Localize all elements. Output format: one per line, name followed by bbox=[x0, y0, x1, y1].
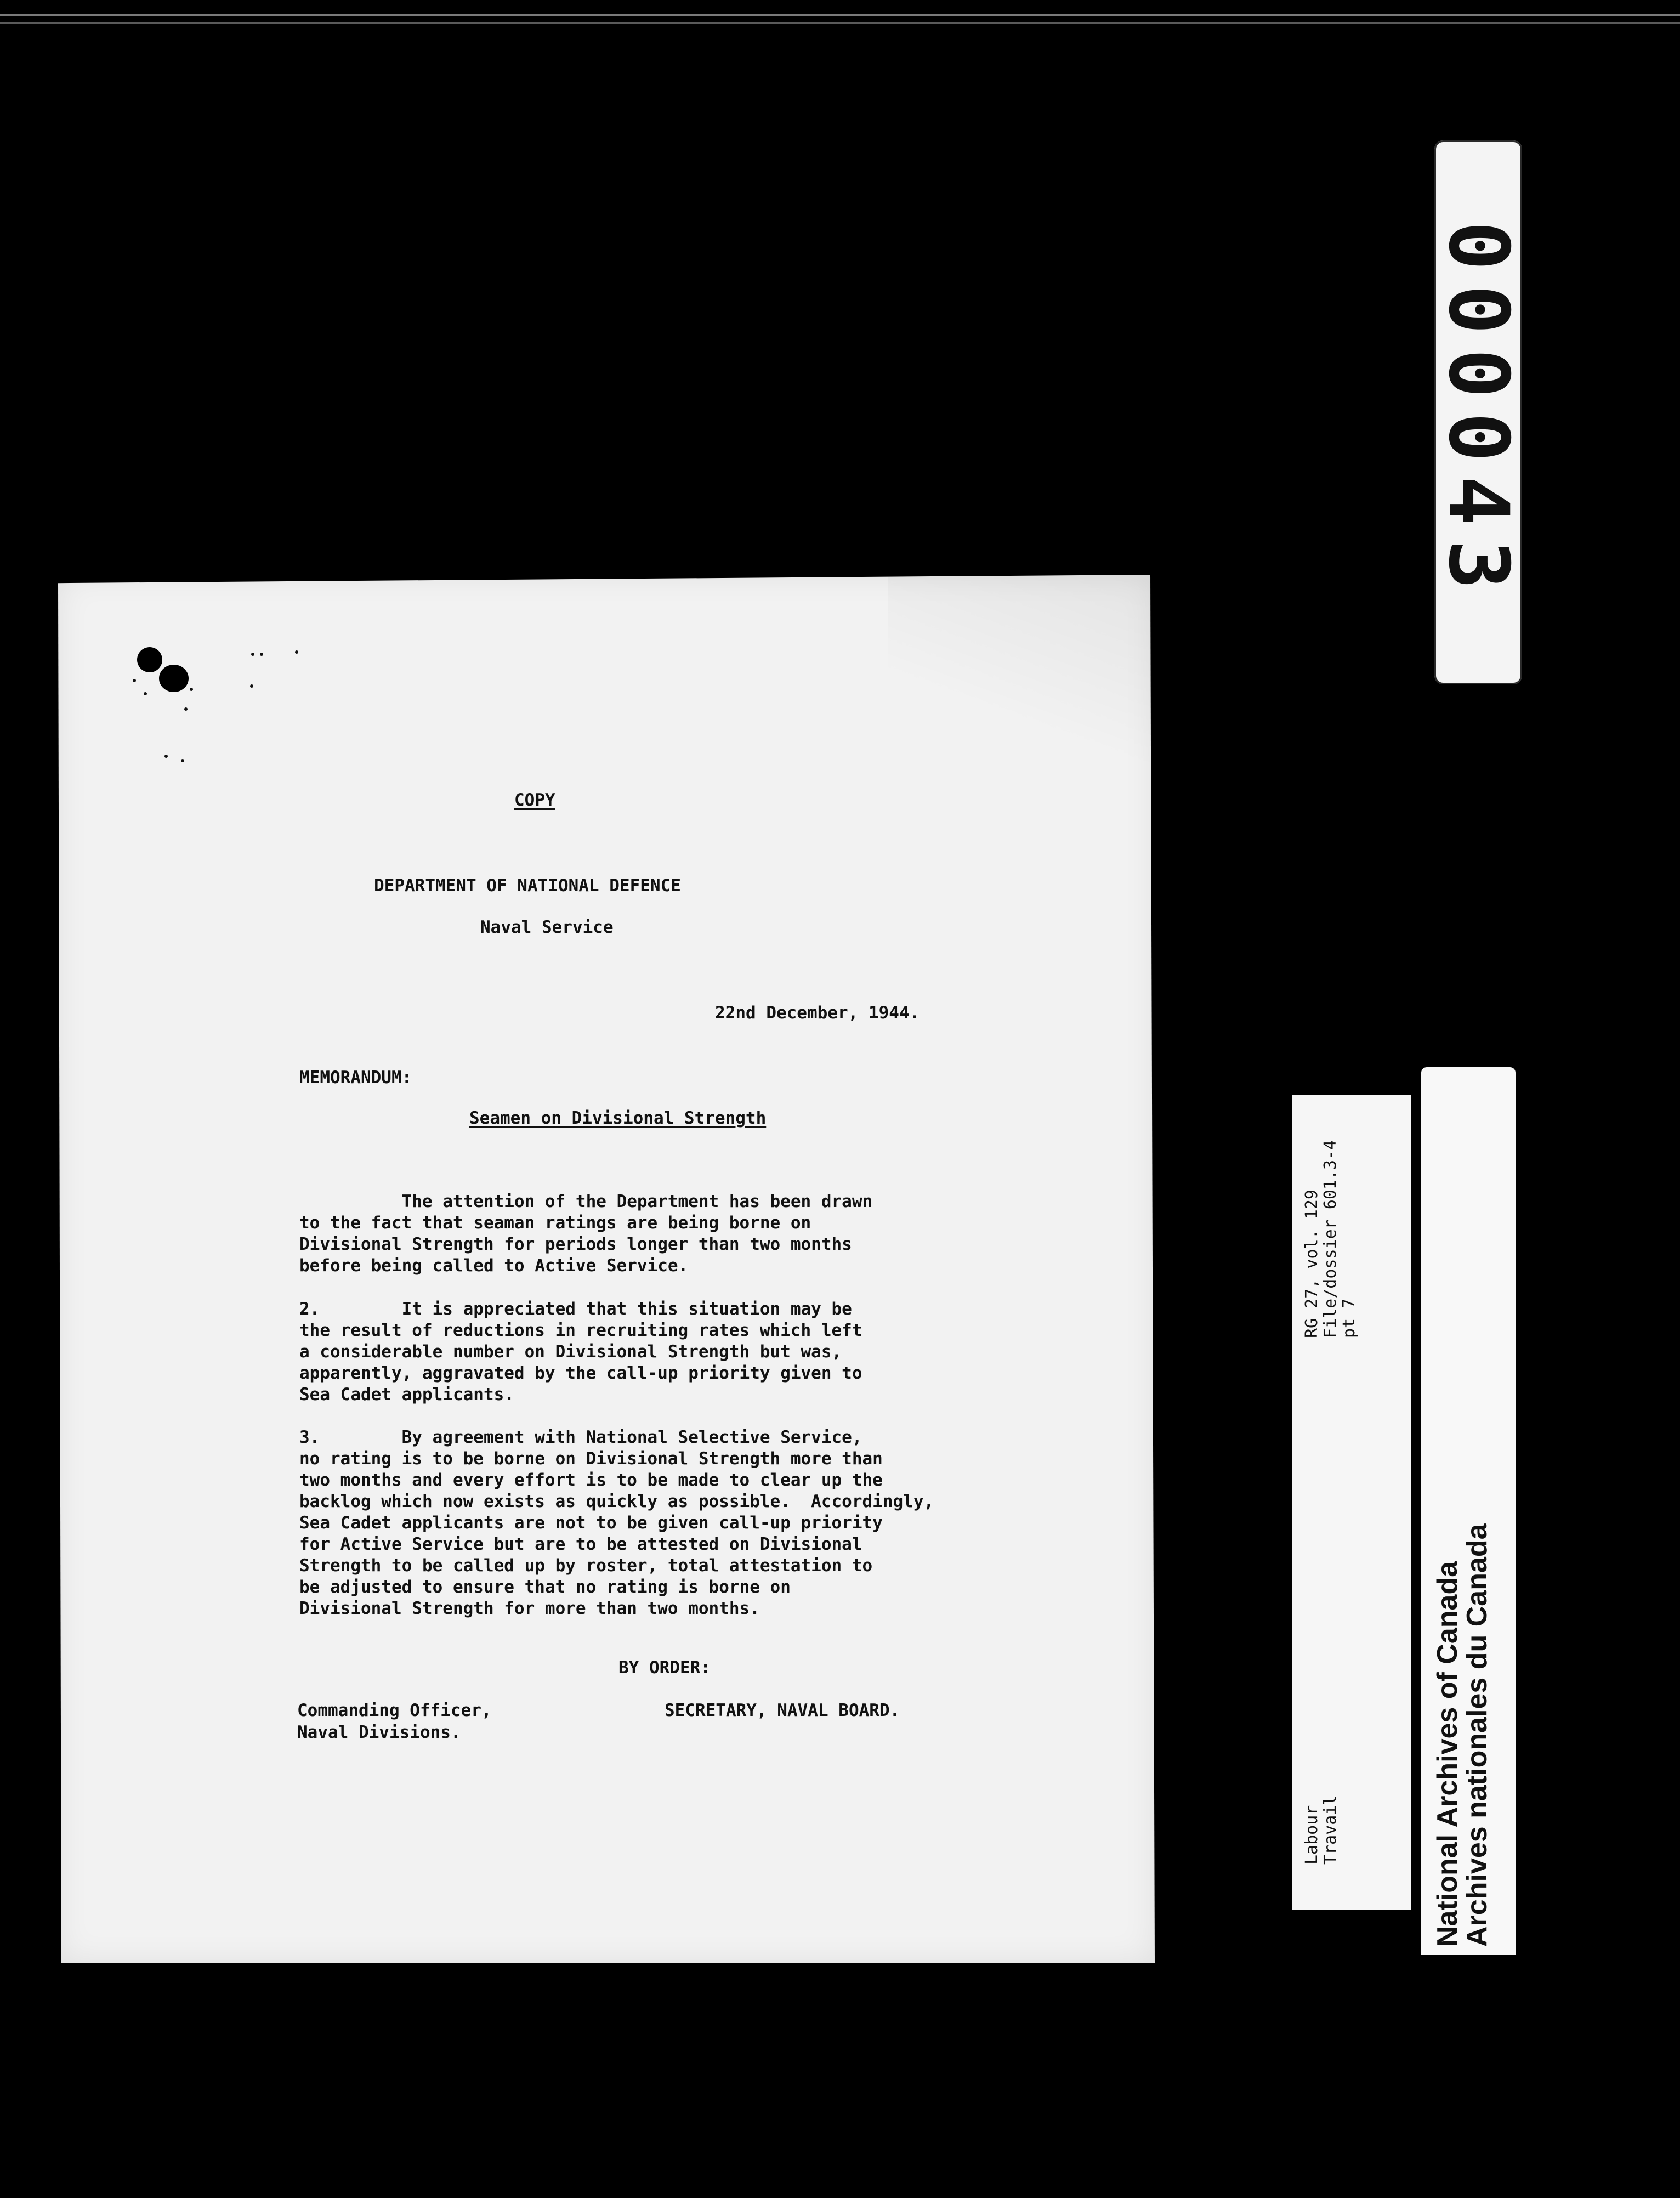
service-heading: Naval Service bbox=[480, 917, 614, 937]
text-line: before being called to Active Service. bbox=[299, 1256, 689, 1276]
ink-blot bbox=[159, 665, 189, 692]
memo-date: 22nd December, 1944. bbox=[715, 1003, 920, 1023]
reference-line-2: File/dossier 601.3-4 bbox=[1321, 1140, 1340, 1338]
text-line: the result of reductions in recruiting rates which left bbox=[299, 1321, 862, 1340]
film-edge-rule bbox=[0, 22, 1680, 24]
ink-speck bbox=[184, 707, 188, 711]
addressee-line-1: Commanding Officer, bbox=[297, 1701, 492, 1720]
text-line: Sea Cadet applicants are not to be given call-up priority bbox=[299, 1513, 883, 1533]
text-line: be adjusted to ensure that no rating is borne on bbox=[299, 1577, 791, 1597]
ink-speck bbox=[164, 755, 168, 758]
text-line: apparently, aggravated by the call-up priority given to bbox=[299, 1363, 862, 1383]
film-edge-rule bbox=[0, 14, 1680, 16]
text-line: The attention of the Department has been drawn bbox=[299, 1192, 873, 1211]
paragraph-2 bbox=[299, 1299, 862, 1406]
reference-line-5: Travail bbox=[1321, 1795, 1340, 1865]
ink-speck bbox=[181, 759, 184, 762]
ink-speck bbox=[251, 653, 254, 656]
reference-line-1: RG 27, vol. 129 bbox=[1302, 1189, 1321, 1338]
copy-heading: COPY bbox=[514, 790, 555, 810]
ink-speck bbox=[144, 692, 147, 695]
frame-number bbox=[1431, 140, 1526, 684]
memo-subject: Seamen on Divisional Strength bbox=[469, 1108, 767, 1128]
text-line: a considerable number on Divisional Strength but was, bbox=[299, 1342, 842, 1362]
department-heading: DEPARTMENT OF NATIONAL DEFENCE bbox=[374, 876, 681, 896]
ink-blot bbox=[137, 647, 162, 672]
text-line: two months and every effort is to be made to clear up the bbox=[299, 1470, 883, 1490]
text-line: Divisional Strength for more than two months. bbox=[299, 1599, 760, 1618]
signatory: SECRETARY, NAVAL BOARD. bbox=[665, 1701, 900, 1720]
paragraph-1 bbox=[299, 1191, 872, 1277]
text-line: Strength to be called up by roster, total attestation to bbox=[299, 1556, 873, 1576]
ink-speck bbox=[295, 650, 298, 654]
reference-line-4: Labour bbox=[1302, 1805, 1321, 1865]
text-line: Sea Cadet applicants. bbox=[299, 1385, 514, 1404]
archive-label-french: Archives nationales du Canada bbox=[1461, 1523, 1493, 1947]
by-order: BY ORDER: bbox=[618, 1658, 711, 1678]
ink-speck bbox=[250, 684, 253, 688]
frame-number-text: 000043 bbox=[1431, 221, 1526, 604]
text-line: no rating is to be borne on Divisional Strength more than bbox=[299, 1449, 883, 1469]
text-line: 2. It is appreciated that this situation may be bbox=[299, 1299, 852, 1319]
text-line: for Active Service but are to be attested on Divisional bbox=[299, 1534, 862, 1554]
reference-line-3: pt 7 bbox=[1340, 1298, 1359, 1338]
text-line: Divisional Strength for periods longer than two months bbox=[299, 1234, 852, 1254]
archive-label-english: National Archives of Canada bbox=[1432, 1561, 1463, 1947]
ink-speck bbox=[260, 653, 263, 656]
text-line: to the fact that seaman ratings are being borne on bbox=[299, 1213, 811, 1233]
addressee-line-2: Naval Divisions. bbox=[297, 1723, 461, 1742]
text-line: 3. By agreement with National Selective Service, bbox=[299, 1427, 862, 1447]
ink-speck bbox=[190, 688, 193, 691]
ink-speck bbox=[133, 679, 136, 682]
paragraph-3 bbox=[299, 1427, 934, 1619]
memorandum-label: MEMORANDUM: bbox=[299, 1068, 412, 1087]
text-line: backlog which now exists as quickly as possible. Accordingly, bbox=[299, 1492, 934, 1511]
